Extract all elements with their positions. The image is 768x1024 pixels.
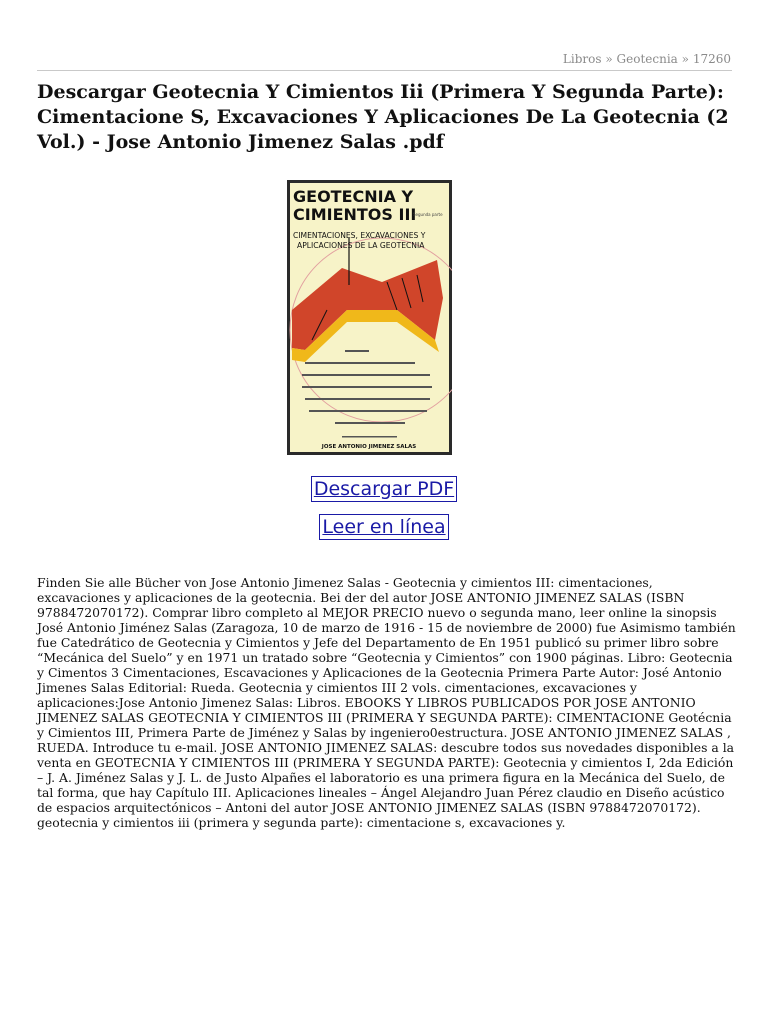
cover-contents-line bbox=[345, 350, 369, 352]
cover-title-line2: CIMIENTOS III bbox=[293, 205, 417, 224]
page-title: Descargar Geotecnia Y Cimientos Iii (Primera Y Segunda Parte): Cimentacione S, Excavaciones Y Aplicaciones De La Geotecnia (2 Vol.) - Jose Antonio Jimenez Salas .pdf bbox=[37, 81, 729, 153]
book-cover-image bbox=[287, 180, 452, 455]
header-divider bbox=[37, 70, 732, 71]
breadcrumb-item-libros[interactable]: Libros bbox=[562, 52, 602, 66]
cover-author: JOSE ANTONIO JIMENEZ SALAS bbox=[321, 444, 417, 450]
breadcrumb-separator: » bbox=[605, 52, 613, 66]
cover-contents-line bbox=[309, 410, 427, 412]
cover-subtitle-line1: CIMENTACIONES, EXCAVACIONES Y bbox=[293, 231, 426, 240]
download-row bbox=[0, 476, 768, 502]
breadcrumb-item-geotecnia[interactable]: Geotecnia bbox=[616, 52, 678, 66]
cover-subtitle-line2: APLICACIONES DE LA GEOTECNIA bbox=[297, 241, 425, 250]
cover-contents-line bbox=[302, 374, 430, 376]
breadcrumb-separator: » bbox=[681, 52, 689, 66]
cover-contents-line bbox=[342, 436, 397, 438]
cover-title-line1: GEOTECNIA Y bbox=[293, 187, 414, 206]
read-online-row bbox=[0, 514, 768, 540]
breadcrumb-item-id: 17260 bbox=[692, 52, 731, 66]
download-pdf-link[interactable]: Descargar PDF bbox=[311, 476, 457, 502]
cover-contents-line bbox=[305, 398, 430, 400]
read-online-link[interactable]: Leer en línea bbox=[319, 514, 448, 540]
cover-contents-line bbox=[302, 386, 432, 388]
cover-contents-line bbox=[335, 422, 405, 424]
cover-small-right: Segunda parte bbox=[413, 212, 443, 217]
breadcrumb bbox=[563, 52, 731, 66]
cover-contents-line bbox=[305, 362, 415, 364]
book-description: Finden Sie alle Bücher von Jose Antonio Jimenez Salas - Geotecnia y cimientos III: cimentaciones, excavaciones y aplicaciones de la geotecnia. Bei der del autor JOSE ANTONIO JIMENEZ SALAS (ISBN 9788472070172). Comprar libro completo al MEJOR PRECIO nuevo o segunda mano, leer online la sinopsis José Antonio Jiménez Salas (Zaragoza, 10 de marzo de 1916 - 15 de noviembre de 2000) fue Asimismo también fue Catedrático de Geotecnia y Cimientos y Jefe del Departamento de En 1951 publicó su primer libro sobre “Mecánica del Suelo” y en 1971 un tratado sobre “Geotecnia y Cimientos” con 1900 páginas. Libro: Geotecnia y Cimentos 3 Cimentaciones, Escavaciones y Aplicaciones de la Geotecnia Primera Parte Autor: José Antonio Jimenes Salas Editorial: Rueda. Geotecnia y cimientos III 2 vols. cimentaciones, excavaciones y aplicaciones:Jose Antonio Jimenez Salas: Libros. EBOOKS Y LIBROS PUBLICADOS POR JOSE ANTONIO JIMENEZ SALAS GEOTECNIA Y CIMIENTOS III (PRIMERA Y SEGUNDA PARTE): CIMENTACIONE Geotécnia y Cimientos III, Primera Parte de Jiménez y Salas by ingeniero0estructura. JOSE ANTONIO JIMENEZ SALAS , RUEDA. Introduce tu e-mail. JOSE ANTONIO JIMENEZ SALAS: descubre todos sus novedades disponibles a la venta en GEOTECNIA Y CIMIENTOS III (PRIMERA Y SEGUNDA PARTE): Geotecnia y cimientos I, 2da Edición – J. A. Jiménez Salas y J. L. de Justo Alpañes el laboratorio es una primera figura en la Mecánica del Suelo, de tal forma, que hay Capítulo III. Aplicaciones lineales – Ángel Alejandro Juan Pérez claudio en Diseño acústico de espacios arquitectónicos – Antoni del autor JOSE ANTONIO JIMENEZ SALAS (ISBN 9788472070172). geotecnia y cimientos iii (primera y segunda parte): cimentacione s, excavaciones y. bbox=[37, 575, 736, 830]
